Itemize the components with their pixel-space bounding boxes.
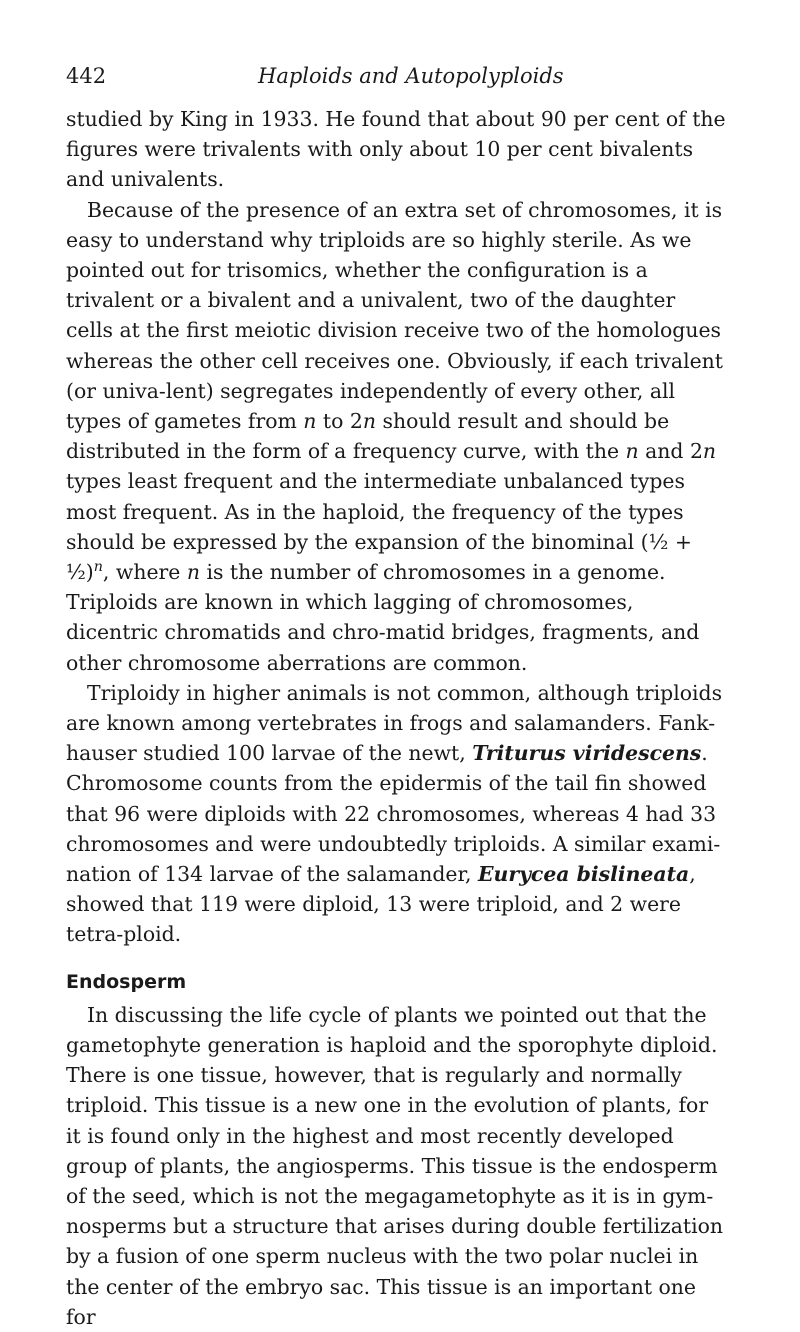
body-text: [66, 104, 728, 1332]
math-variable: n: [702, 439, 717, 464]
text-run: should result and should be distributed in the form of a frequency curve, with the: [66, 409, 670, 464]
text-run: Because of the presence of an extra set of chromosomes, it is easy to understand why triploids are so highly sterile. As we pointed out for trisomics, whether the configuration is a trivalent or a bivalent and a univalent, two of the daughter cells at the first meiotic division receive two of the homologues whereas the other cell receives one. Obviously, if each trivalent (or univa-lent) segregates independently of every other, all types of gametes from: [66, 197, 723, 434]
text-run: Endosperm: [66, 970, 187, 993]
paragraph: [66, 104, 728, 195]
math-variable: n: [303, 409, 317, 434]
text-run: , where: [102, 560, 187, 585]
math-variable: n: [625, 439, 639, 464]
text-run: In discussing the life cycle of plants we pointed out that the gametophyte generation is haploid and the sporophyte diploid. There is one tissue, however, that is regularly and normally triploid. This tissue is a new one in the evolution of plants, for it is found only in the highest and most recently developed group of plants, the angiosperms. This tissue is the endosperm of the seed, which is not the megagametophyte as it is in gym-nosperms but a structure that arises during double fertilization by a fusion of one sperm nucleus with the two polar nuclei in the center of the embryo sac. This tissue is an important one for: [66, 1002, 724, 1329]
text-run: types least frequent and the intermediate unbalanced types most frequent. As in the haploid, the frequency of the types should be expressed by the expansion of the binominal (½ + ½): [66, 469, 692, 585]
species-name: Eurycea bislineata: [477, 862, 690, 887]
text-run: studied by King in 1933. He found that about 90 per cent of the figures were trivalents with only about 10 per cent bivalents and univalents.: [66, 107, 726, 192]
text-run: and 2: [638, 439, 703, 464]
paragraph: [66, 1000, 728, 1332]
text-run: . Chromosome counts from the epidermis of the tail fin showed that 96 were diploids with 22 chromosomes, whereas 4 had 33 chromosomes and were undoubtedly triploids. A similar exami-nation of 134 larvae of the salamander,: [66, 741, 721, 887]
text-run: Triploidy in higher animals is not common, although triploids are known among vertebrates in frogs and salamanders. Fank-hauser studied 100 larvae of the newt,: [66, 680, 723, 766]
text-run: to 2: [316, 409, 363, 434]
paragraph: [66, 195, 728, 678]
text-run: , showed that 119 were diploid, 13 were triploid, and 2 were tetra-ploid.: [66, 862, 696, 947]
math-variable: n: [93, 559, 103, 576]
math-variable: n: [362, 409, 376, 434]
text-run: is the number of chromosomes in a genome. Triploids are known in which lagging of chromosomes, dicentric chromatids and chro-matid bridges, fragments, and other chromosome aberrations are common.: [66, 560, 700, 675]
math-variable: n: [186, 560, 200, 585]
running-title: Haploids and Autopolyploids: [258, 64, 564, 88]
section-heading: [66, 968, 728, 996]
page-number: 442: [66, 64, 107, 88]
species-name: Triturus viridescens: [472, 741, 702, 766]
paragraph: [66, 678, 728, 950]
